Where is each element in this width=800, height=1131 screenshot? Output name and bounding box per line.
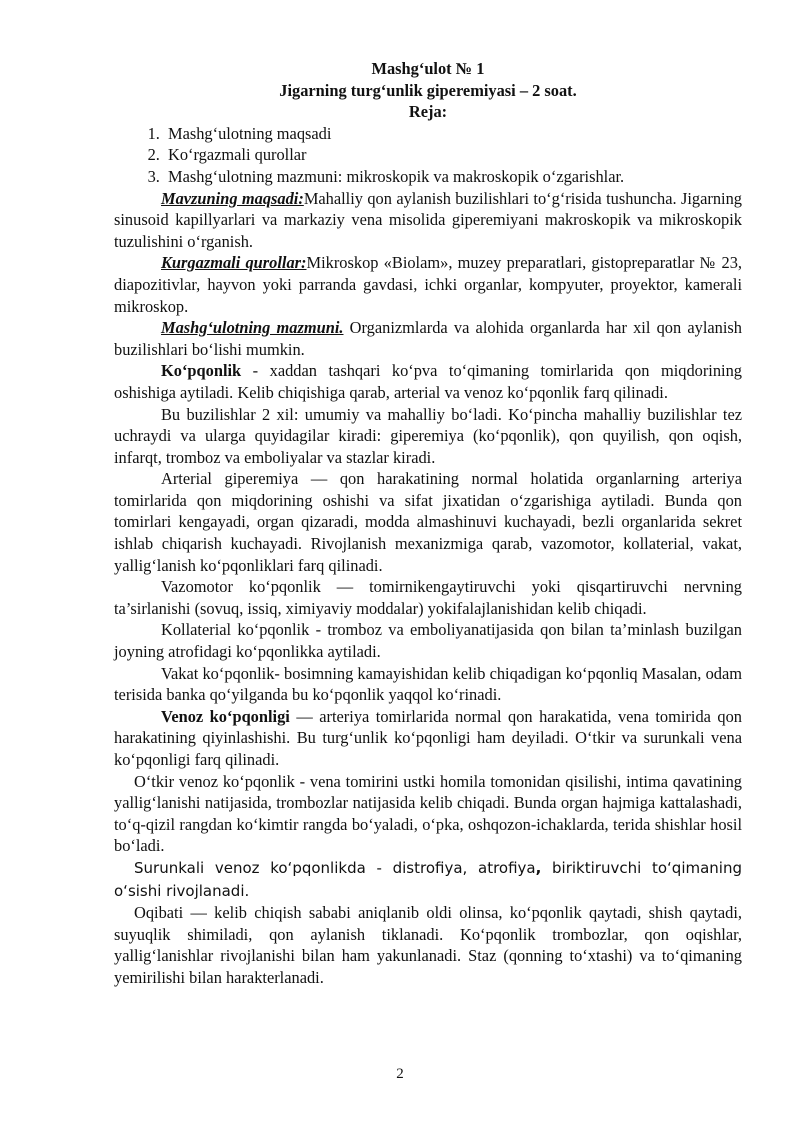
document-page	[114, 58, 742, 989]
content-text: Organizmlarda va alohida organlarda har xil qon aylanish buzilishlari bo‘lishi mumkin.	[114, 318, 743, 359]
paragraph-outcome: Oqibati — kelib chiqish sababi aniqlanib oldi olinsa, ko‘pqonlik qaytadi, shish qaytadi, suyuqlik shimiladi, qon aylanish tiklanadi. Ko‘pqonlik trombozlar, qon oqishlar, yallig‘lanishlar rivojlanishi bilan ham yakunlanadi. Staz (qonning to‘xtashi) va to‘qimaning yemirilishi bilan harakterlanadi.	[114, 903, 742, 987]
chronic-text: Surunkali venoz ko‘pqonlikda - distrofiya, atrofiya	[134, 858, 536, 877]
paragraph-content	[114, 317, 742, 360]
lesson-number: Mashg‘ulot № 1	[371, 59, 485, 78]
plan-list	[114, 123, 742, 188]
page-number: 2	[396, 1066, 404, 1082]
hyperemia-term: Ko‘pqonlik	[161, 361, 242, 381]
paragraph-vacat: Vakat ko‘pqonlik- bosimning kamayishidan kelib chiqadigan ko‘pqonliq Masalan, odam terisida banka qo‘yilganda bu ko‘pqonlik yaqqol ko‘rinadi.	[114, 663, 742, 705]
paragraph-arterial: Arterial giperemiya — qon harakatining normal holatida organlarning arteriya tomirlarida qon miqdorining oshishi va sifat jixatidan o‘zgarishiga aytiladi. Bunda qon tomirlari kengayadi, organ qizaradi, modda almashinuvi kuchayadi, bezli organlarida sekret ishlab chiqarish kuchayadi. Rivojlanish mexanizmiga qarab, vazomotor, kollaterial, vakat, yallig‘lanish ko‘pqonliklari farq qilinadi.	[114, 469, 742, 575]
paragraph-types: Bu buzilishlar 2 xil: umumiy va mahalliy bo‘ladi. Ko‘pincha mahalliy buzilishlar tez uchraydi va ularga quyidagilar kiradi: giperemiya (ko‘pqonlik), qon quyilish, qon oqish, infarqt, tromboz va emboliyalar va stazlar kiradi.	[114, 404, 742, 467]
materials-text-b: muzey preparatlari, gistopreparatlar № 23, diapozitivlar, hayvon yoki parranda gavdasi, ichki organlar, kompyuter, proyektor, kamerali mikroskop.	[114, 253, 743, 316]
lesson-title: Jigarning turg‘unlik giperemiyasi – 2 soat.	[279, 80, 577, 100]
paragraph-goal	[114, 188, 742, 253]
chronic-text-2: biriktiruvchi to‘qimaning o‘sishi rivojlanadi.	[114, 858, 742, 900]
plan-item: 1. Mashg‘ulotning maqsadi	[164, 123, 742, 145]
goal-label: Mavzuning maqsadi:	[161, 188, 304, 208]
paragraph-chronic-venous	[114, 857, 742, 902]
plan-item: 2. Ko‘rgazmali qurollar	[164, 144, 742, 166]
hyperemia-text: - xaddan tashqari ko‘pva to‘qimaning tomirlarida qon miqdorining oshishiga aytiladi. Kelib chiqishiga qarab, arterial va venoz ko‘pqonlik farq qilinadi.	[114, 361, 742, 402]
venous-text: — arteriya tomirlarida normal qon harakatida, vena tomirida qon harakatining qiyinlashishi. Bu turg‘unlik ko‘pqonligi ham deyiladi. O‘tkir va surunkali vena ko‘pqonligi farq qilinadi.	[114, 706, 742, 769]
chronic-comma: ,	[535, 858, 542, 877]
plan-item: 3. Mashg‘ulotning mazmuni: mikroskopik va makroskopik o‘zgarishlar.	[164, 166, 742, 188]
plan-heading: Reja:	[408, 102, 448, 122]
paragraph-hyperemia	[114, 360, 742, 403]
materials-label: Kurgazmali qurollar:	[161, 253, 307, 273]
paragraph-venous	[114, 706, 742, 771]
paragraph-acute-venous: O‘tkir venoz ko‘pqonlik - vena tomirini ustki homila tomonidan qisilishi, intima qavatining yallig‘lanishi natijasida, trombozlar natijasida kelib chiqadi. Bunda organ hajmiga kattalashadi, to‘q-qizil rangdan ko‘kimtir rangda bo‘yaladi, o‘pka, oshqozon-ichaklarda, terida shishlar hosil bo‘ladi.	[114, 771, 742, 856]
venous-term: Venoz ko‘pqonligi	[161, 706, 290, 726]
paragraph-materials	[114, 252, 742, 317]
goal-text: Mahalliy qon aylanish buzilishlari to‘g‘risida tushuncha. Jigarning sinusoid kapillyarlari va markaziy vena misolida giperemiyani makroskopik va mikroskopik tuzulishini o‘rganish.	[114, 188, 742, 251]
paragraph-collateral: Kollaterial ko‘pqonlik - tromboz va emboliyanatijasida qon bilan ta’minlash buzilgan joyning atrofidagi ko‘pqonlikka aytiladi.	[114, 620, 742, 662]
content-label: Mashg‘ulotning mazmuni.	[161, 318, 344, 338]
paragraph-vasomotor: Vazomotor ko‘pqonlik — tomirnikengaytiruvchi yoki qisqartiruvchi nervning ta’sirlanishi (sovuq, issiq, ximiyaviy moddalar) yokifalajlanishidan kelib chiqadi.	[114, 577, 742, 618]
materials-text-a: Mikroskop «Biolam»,	[306, 253, 453, 273]
